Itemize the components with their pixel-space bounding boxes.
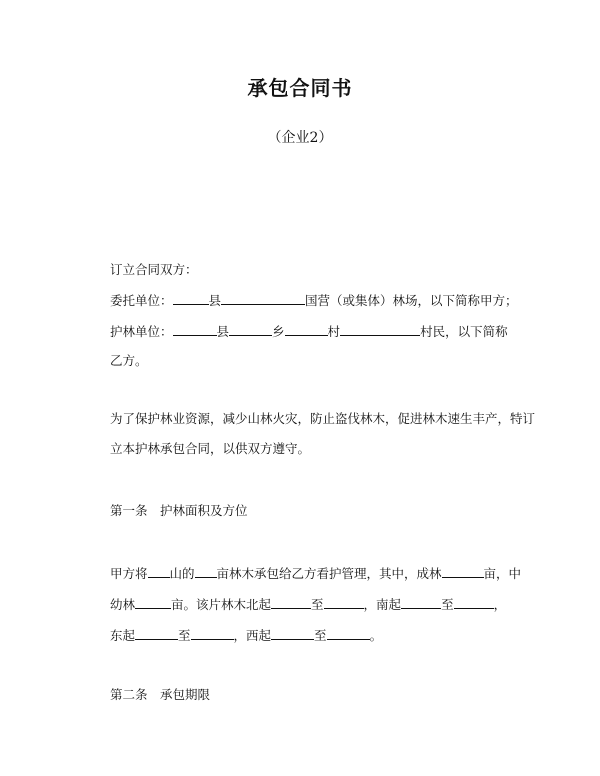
blank-field (401, 596, 441, 609)
party-b-text: 乙方。 (110, 353, 148, 368)
text-fragment: 至 (178, 628, 191, 643)
blank-field (454, 596, 494, 609)
preamble-line-1: 为了保护林业资源，减少山林火灾，防止盗伐林木，促进林木速生丰产，特订 (110, 411, 536, 426)
article-1-line-3 (110, 627, 382, 644)
blank-field (173, 323, 217, 336)
blank-field (340, 323, 420, 336)
page-title: 承包合同书 (247, 76, 353, 100)
text-fragment: ，西起 (233, 628, 272, 643)
preamble-line-2: 立本护林承包合同，以供双方遵守。 (110, 441, 311, 456)
text-fragment: 东起 (110, 628, 136, 643)
text-fragment: 至 (311, 597, 324, 612)
county-label: 县 (216, 324, 230, 339)
blank-field (135, 627, 178, 640)
text-fragment: 甲方将 (110, 566, 148, 581)
text-fragment: 亩。该片林木北起 (171, 597, 272, 612)
text-fragment: 至 (314, 628, 327, 643)
villager-text: 村民，以下简称 (420, 324, 508, 339)
blank-field (271, 596, 311, 609)
text-fragment: 幼林 (110, 597, 136, 612)
blank-field (148, 565, 170, 578)
county-label: 县 (208, 293, 222, 308)
farm-text: 国营（或集体）林场，以下简称甲方； (305, 293, 518, 308)
guarding-label: 护林单位： (110, 324, 173, 339)
parties-heading: 订立合同双方： (110, 262, 198, 277)
entrusting-unit-line (110, 292, 518, 309)
article-1-line-1 (110, 565, 521, 582)
blank-field (442, 565, 484, 578)
blank-field (195, 565, 217, 578)
blank-field (324, 596, 364, 609)
village-label: 村 (327, 324, 341, 339)
entrusting-label: 委托单位： (110, 293, 173, 308)
text-fragment: ，南起 (363, 597, 402, 612)
page-subtitle: （企业2） (267, 130, 333, 146)
guarding-unit-line (110, 323, 508, 340)
text-fragment: 至 (441, 597, 454, 612)
article-1-line-2 (110, 596, 506, 613)
blank-field (221, 292, 305, 305)
blank-field (191, 627, 234, 640)
blank-field (271, 627, 314, 640)
text-fragment: 。 (369, 628, 383, 643)
blank-field (135, 596, 171, 609)
article-2-heading: 第二条 承包期限 (110, 687, 211, 702)
blank-field (229, 323, 272, 336)
blank-field (327, 627, 370, 640)
text-fragment: 亩，中 (483, 566, 522, 581)
text-fragment: 亩林木承包给乙方看护管理，其中，成林 (216, 566, 442, 581)
article-1-heading: 第一条 护林面积及方位 (110, 503, 248, 518)
blank-field (285, 323, 328, 336)
blank-field (173, 292, 209, 305)
township-label: 乡 (272, 324, 285, 339)
text-fragment: 山的 (169, 566, 195, 581)
text-fragment: ， (493, 597, 507, 612)
